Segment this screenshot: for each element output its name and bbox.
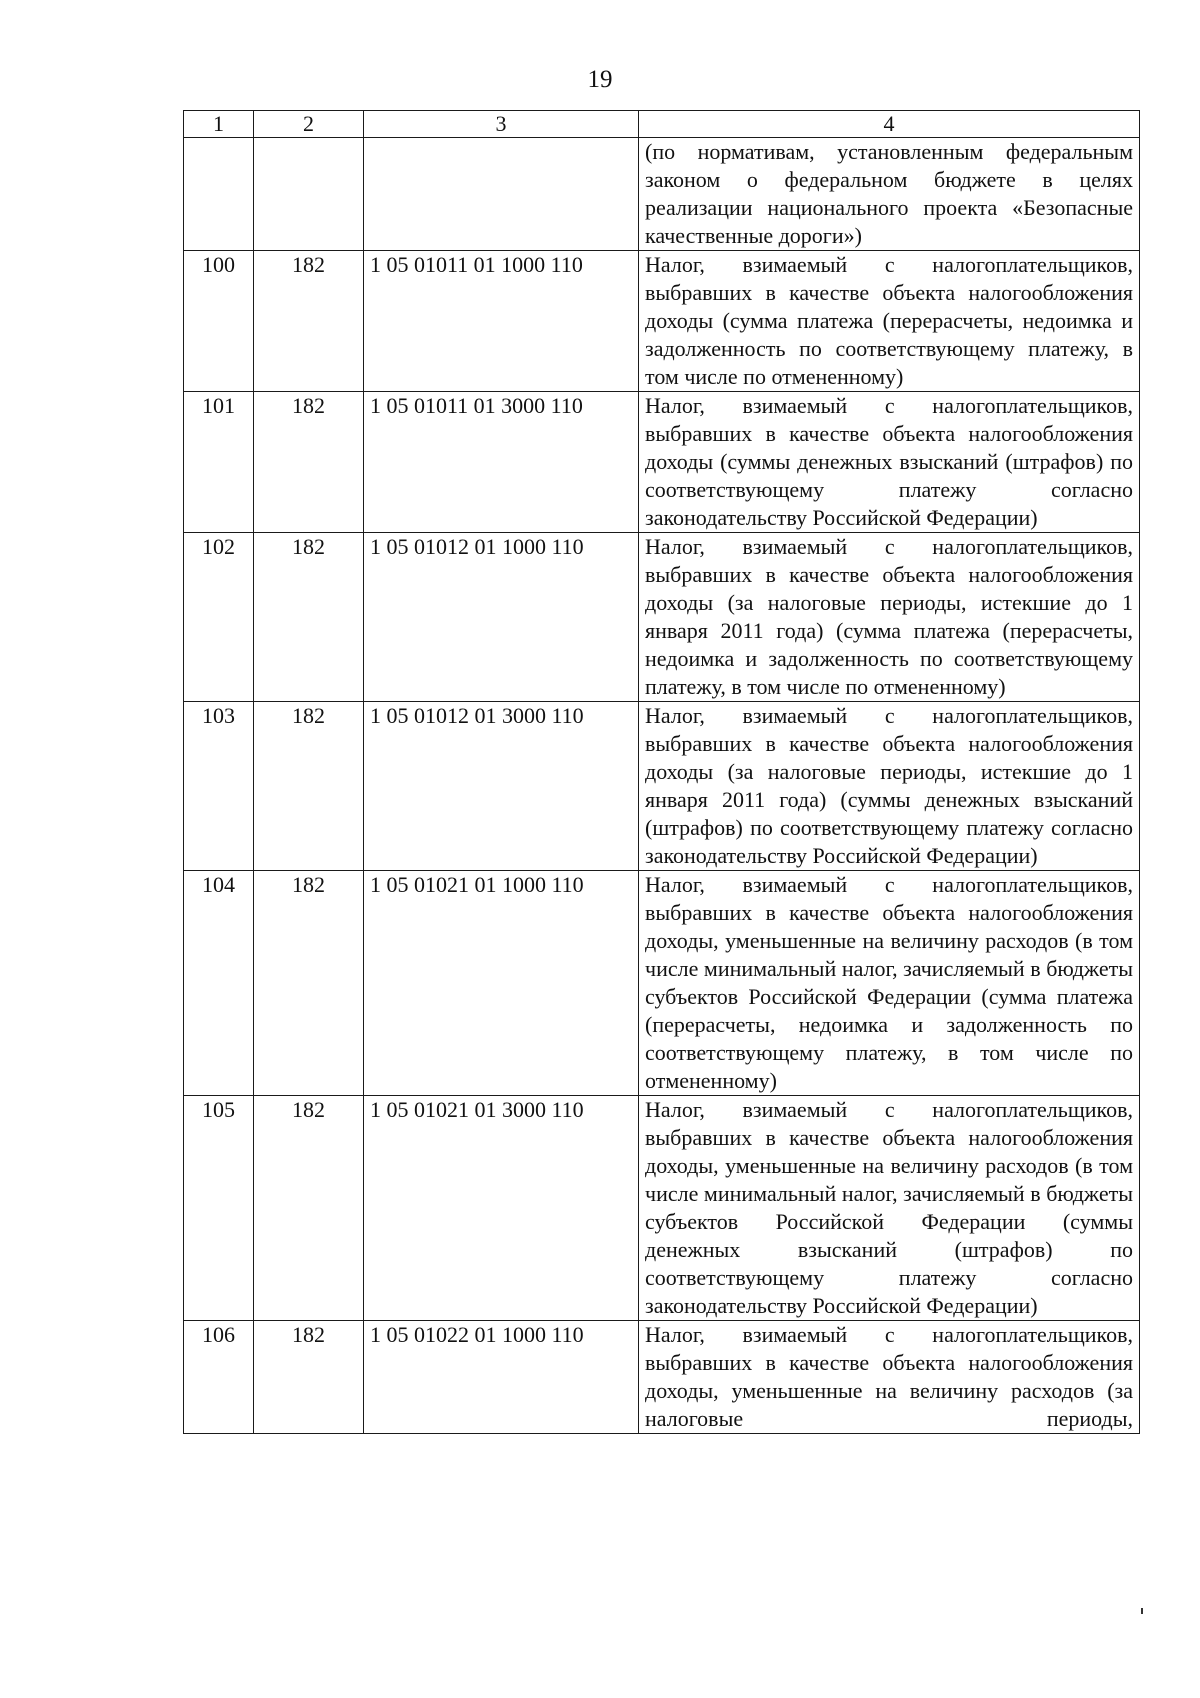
row-number-cell: 102 <box>184 533 254 702</box>
description-cell: Налог, взимаемый с налогоплательщиков, выбравших в качестве объекта налогообложения доходы, уменьшенные на величину расходов (в том числе минимальный налог, зачисляемый в бюджеты субъектов Российской Федерации (сумма платежа (перерасчеты, недоимка и задолженность по соответствующему платежу, в том числе по отмененному) <box>639 871 1140 1096</box>
admin-code-cell: 182 <box>254 1321 364 1434</box>
description-cell: Налог, взимаемый с налогоплательщиков, выбравших в качестве объекта налогообложения доходы (сумма платежа (перерасчеты, недоимка и задолженность по соответствующему платежу, в том числе по отмененному) <box>639 251 1140 392</box>
row-number-cell: 100 <box>184 251 254 392</box>
admin-code-cell: 182 <box>254 702 364 871</box>
budget-code-cell: 1 05 01021 01 3000 110 <box>364 1096 639 1321</box>
row-number-cell: 101 <box>184 392 254 533</box>
table-row <box>184 392 1140 533</box>
description-cell: Налог, взимаемый с налогоплательщиков, выбравших в качестве объекта налогообложения доходы, уменьшенные на величину расходов (за налоговые периоды, <box>639 1321 1140 1434</box>
budget-codes-table <box>183 110 1140 1434</box>
table-row-continuation <box>184 138 1140 251</box>
column-number-3: 3 <box>364 111 639 138</box>
admin-code-cell: 182 <box>254 871 364 1096</box>
row-number-cell: 104 <box>184 871 254 1096</box>
budget-code-cell: 1 05 01012 01 1000 110 <box>364 533 639 702</box>
admin-code-cell: 182 <box>254 251 364 392</box>
admin-code-cell: 182 <box>254 1096 364 1321</box>
column-number-1: 1 <box>184 111 254 138</box>
table-row <box>184 871 1140 1096</box>
row-number-cell: 103 <box>184 702 254 871</box>
budget-code-cell <box>364 138 639 251</box>
budget-code-cell: 1 05 01012 01 3000 110 <box>364 702 639 871</box>
description-cell: Налог, взимаемый с налогоплательщиков, выбравших в качестве объекта налогообложения доходы (суммы денежных взысканий (штрафов) по соответствующему платежу согласно законодательству Российской Федерации) <box>639 392 1140 533</box>
admin-code-cell: 182 <box>254 533 364 702</box>
table-row <box>184 702 1140 871</box>
column-number-4: 4 <box>639 111 1140 138</box>
budget-code-cell: 1 05 01021 01 1000 110 <box>364 871 639 1096</box>
table-row <box>184 533 1140 702</box>
column-number-row <box>184 111 1140 138</box>
description-cell: Налог, взимаемый с налогоплательщиков, выбравших в качестве объекта налогообложения доходы (за налоговые периоды, истекшие до 1 января 2011 года) (сумма платежа (перерасчеты, недоимка и задолженность по соответствующему платежу, в том числе по отмененному) <box>639 533 1140 702</box>
table-row <box>184 1096 1140 1321</box>
table-row <box>184 1321 1140 1434</box>
row-number-cell <box>184 138 254 251</box>
page-number: 19 <box>587 66 613 93</box>
admin-code-cell: 182 <box>254 392 364 533</box>
admin-code-cell <box>254 138 364 251</box>
scan-speck <box>1141 1608 1143 1614</box>
description-cell: Налог, взимаемый с налогоплательщиков, выбравших в качестве объекта налогообложения доходы, уменьшенные на величину расходов (в том числе минимальный налог, зачисляемый в бюджеты субъектов Российской Федерации (суммы денежных взысканий (штрафов) по соответствующему платежу согласно законодательству Российской Федерации) <box>639 1096 1140 1321</box>
budget-code-cell: 1 05 01022 01 1000 110 <box>364 1321 639 1434</box>
column-number-2: 2 <box>254 111 364 138</box>
description-cell: Налог, взимаемый с налогоплательщиков, выбравших в качестве объекта налогообложения доходы (за налоговые периоды, истекшие до 1 января 2011 года) (суммы денежных взысканий (штрафов) по соответствующему платежу согласно законодательству Российской Федерации) <box>639 702 1140 871</box>
row-number-cell: 105 <box>184 1096 254 1321</box>
budget-code-cell: 1 05 01011 01 1000 110 <box>364 251 639 392</box>
row-number-cell: 106 <box>184 1321 254 1434</box>
table-row <box>184 251 1140 392</box>
budget-code-cell: 1 05 01011 01 3000 110 <box>364 392 639 533</box>
description-cell: (по нормативам, установленным федеральным законом о федеральном бюджете в целях реализации национального проекта «Безопасные качественные дороги») <box>639 138 1140 251</box>
